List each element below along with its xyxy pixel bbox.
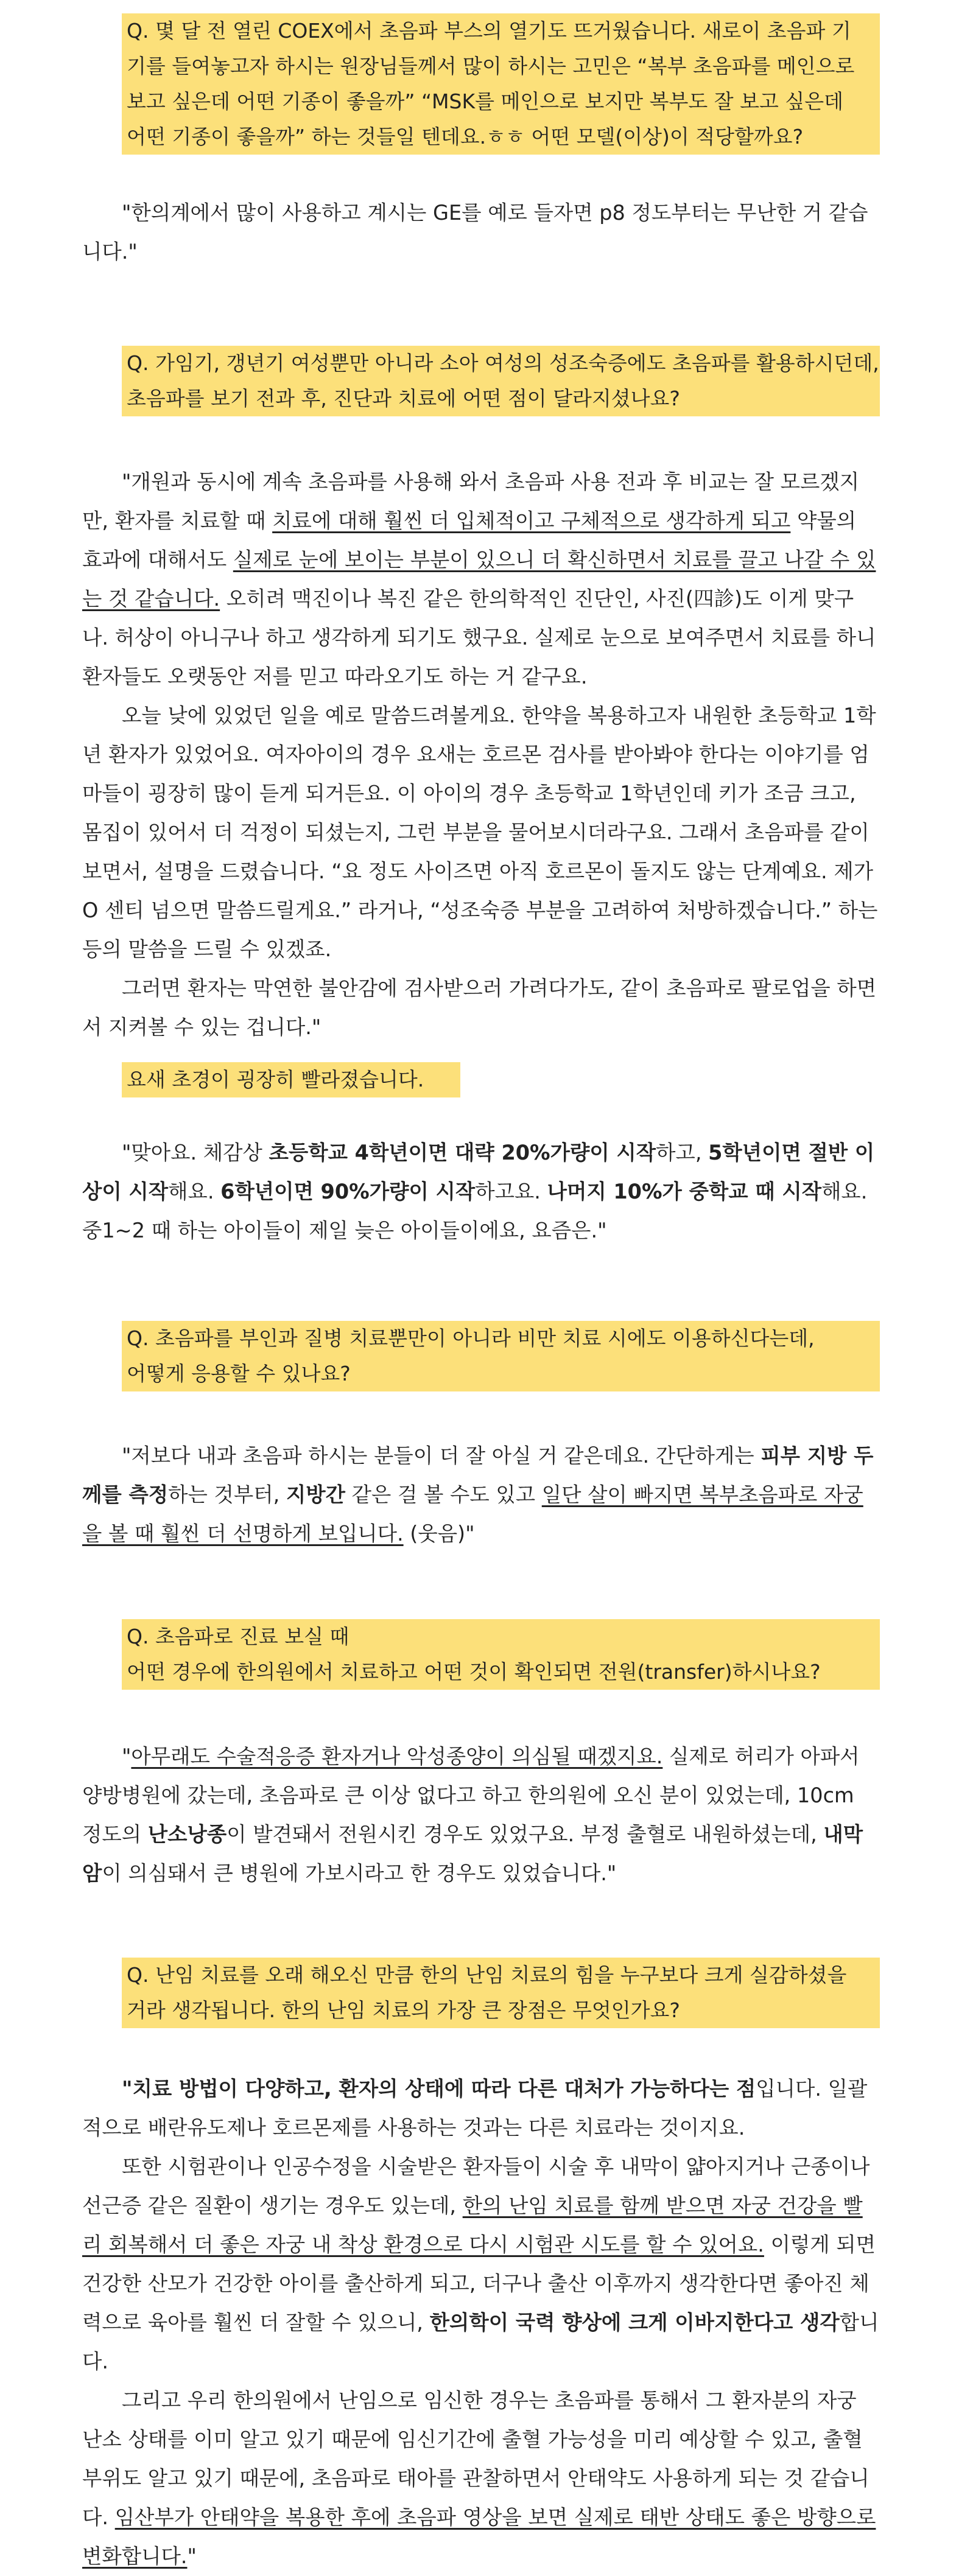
underlined-text: 일단 살이 빠지면 복부초음파로 자궁을 볼 때 훨씬 더 선명하게 보입니다. <box>82 1483 863 1545</box>
answer-text: 입니다. 일괄적으로 배란유도제나 호르몬제를 사용하는 것과는 다른 치료라는 것이지요. <box>82 2077 868 2140</box>
answer-text: 그리고 우리 한의원에서 난임으로 임신한 경우는 초음파를 통해서 그 환자분의 자궁 난소 상태를 이미 알고 있기 때문에 임신기간에 출혈 가능성을 미리 예상할 수 있고, 출혈 부위도 알고 있기 때문에, 초음파로 태아를 관찰하면서 안태약도 사용하게 되는 것 같습니다. <box>82 2389 869 2529</box>
question-block-4 <box>122 1321 880 1391</box>
question-block-3 <box>122 1062 460 1097</box>
answer-text: "저보다 내과 초음파 하시는 분들이 더 잘 아실 거 같은데요. 간단하게는 <box>122 1444 761 1468</box>
answer-block-3 <box>82 1133 880 1250</box>
answer-paragraph: "한의계에서 많이 사용하고 계시는 GE를 예로 들자면 p8 정도부터는 무난한 거 같습니다." <box>82 201 868 264</box>
question-line: 어떤 기종이 좋을까” 하는 것들일 텐데요.ㅎㅎ 어떤 모델(이상)이 적당할까요? <box>122 119 880 155</box>
underlined-text: 아무래도 수술적응증 환자거나 악성종양이 의심될 때겠지요. <box>131 1745 663 1768</box>
answer-text: "개원과 동시에 계속 초음파를 사용해 와서 초음파 사용 전과 후 비교는 잘 모르겠지만, 환자를 치료할 때 <box>82 470 860 533</box>
answer-text: 하고요. <box>475 1180 547 1203</box>
bold-text: "치료 방법이 다양하고, 환자의 상태에 따라 다른 대처가 가능하다는 점 <box>122 2077 756 2101</box>
answer-paragraph <box>82 2147 880 2381</box>
question-block-1 <box>122 13 880 155</box>
question-line: Q. 몇 달 전 열린 COEX에서 초음파 부스의 열기도 뜨거웠습니다. 새로이 초음파 기 <box>122 13 880 49</box>
question-line: Q. 초음파를 부인과 질병 치료뿐만이 아니라 비만 치료 시에도 이용하신다는데, <box>122 1321 880 1356</box>
bold-text: 난소낭종 <box>147 1822 227 1846</box>
answer-paragraph <box>82 1437 880 1553</box>
underlined-text: 한의 난임 치료를 함께 받으면 자궁 건강을 빨리 회복해서 더 좋은 자궁 내 착상 환경으로 다시 시험관 시도를 할 수 있어요. <box>82 2194 863 2256</box>
underlined-text: 실제로 눈에 보이는 부분이 있으니 더 확신하면서 치료를 끌고 나갈 수 있는 것 같습니다. <box>82 548 876 611</box>
answer-text: 같은 걸 볼 수도 있고 <box>345 1483 542 1507</box>
answer-paragraph <box>82 1737 880 1893</box>
answer-text: 해요. <box>168 1180 221 1203</box>
question-block-6 <box>122 1958 880 2028</box>
answer-text: "맞아요. 체감상 <box>122 1141 269 1164</box>
answer-paragraph: 오늘 낮에 있었던 일을 예로 말씀드려볼게요. 한약을 복용하고자 내원한 초등학교 1학년 환자가 있었어요. 여자아이의 경우 요새는 호르몬 검사를 받아봐야 한다는 이야기를 엄마들이 굉장히 많이 듣게 되거든요. 이 아이의 경우 초등학교 1학년인데 키가 조금 크고, 몸집이 있어서 더 걱정이 되셨는지, 그런 부분을 물어보시더라구요. 그래서 초음파를 같이 보면서, 설명을 드렸습니다. “요 정도 사이즈면 아직 호르몬이 돌지도 않는 단계예요. 제가 O 센티 넘으면 말씀드릴게요.” 라거나, “성조숙증 부분을 고려하여 처방하겠습니다.” 하는 등의 말씀을 드릴 수 있겠죠. <box>82 704 878 961</box>
answer-paragraph <box>82 2070 880 2147</box>
bold-text: 6학년이면 90%가량이 시작 <box>220 1180 476 1203</box>
answer-text: " <box>187 2544 197 2568</box>
answer-block-5 <box>82 1737 880 1893</box>
bold-text: 피부 지방 두께를 측정 <box>82 1444 874 1507</box>
question-line: 기를 들여놓고자 하시는 원장님들께서 많이 하시는 고민은 “복부 초음파를 메인으로 <box>122 49 880 84</box>
question-block-5 <box>122 1619 880 1690</box>
answer-paragraph: 그러면 환자는 막연한 불안감에 검사받으러 가려다가도, 같이 초음파로 팔로업을 하면서 지켜볼 수 있는 겁니다." <box>82 976 877 1039</box>
answer-block-6 <box>82 2070 880 2576</box>
bold-text: 내막암 <box>82 1822 863 1885</box>
answer-text: (웃음)" <box>403 1522 475 1545</box>
answer-text: 이 의심돼서 큰 병원에 가보시라고 한 경우도 있었습니다." <box>102 1861 617 1885</box>
underlined-text: 치료에 대해 훨씬 더 입체적이고 구체적으로 생각하게 되고 <box>272 509 791 533</box>
question-line: 보고 싶은데 어떤 기종이 좋을까” “MSK를 메인으로 보지만 복부도 잘 보고 싶은데 <box>122 84 880 119</box>
answer-block-1 <box>82 194 880 271</box>
answer-text: 오히려 맥진이나 복진 같은 한의학적인 진단인, 사진(四診)도 이게 맞구나. 허상이 아니구나 하고 생각하게 되기도 했구요. 실제로 눈으로 보여주면서 치료를 하니 환자들도 오랫동안 저를 믿고 따라오기도 하는 거 같구요. <box>82 587 876 688</box>
question-line: Q. 초음파로 진료 보실 때 <box>122 1619 880 1654</box>
answer-paragraph <box>82 1133 880 1250</box>
bold-text: 지방간 <box>286 1483 345 1507</box>
bold-text: 초등학교 4학년이면 대략 20%가량이 시작 <box>269 1141 656 1164</box>
question-line: 요새 초경이 굉장히 빨라졌습니다. <box>122 1062 460 1097</box>
answer-text: 하고, <box>656 1141 709 1164</box>
answer-block-2 <box>82 463 880 1047</box>
answer-text: 실제로 허리가 아파서 양방병원에 갔는데, 초음파로 큰 이상 없다고 하고 한의원에 오신 분이 있었는데, 10cm 정도의 <box>82 1745 860 1846</box>
question-line: 어떤 경우에 한의원에서 치료하고 어떤 것이 확인되면 전원(transfer)하시나요? <box>122 1654 880 1690</box>
question-line: Q. 가임기, 갱년기 여성뿐만 아니라 소아 여성의 성조숙증에도 초음파를 활용하시던데, <box>122 346 880 381</box>
answer-block-4 <box>82 1437 880 1553</box>
question-block-2 <box>122 346 880 416</box>
answer-text: 하는 것부터, <box>168 1483 286 1507</box>
question-line: 초음파를 보기 전과 후, 진단과 치료에 어떤 점이 달라지셨나요? <box>122 381 880 416</box>
question-line: Q. 난임 치료를 오래 해오신 만큼 한의 난임 치료의 힘을 누구보다 크게 실감하셨을 <box>122 1958 880 1993</box>
answer-text: 또한 시험관이나 인공수정을 시술받은 환자들이 시술 후 내막이 얇아지거나 근종이나 선근증 같은 질환이 생기는 경우도 있는데, <box>82 2155 870 2217</box>
answer-text: 이 발견돼서 전원시킨 경우도 있었구요. 부정 출혈로 내원하셨는데, <box>227 1822 824 1846</box>
underlined-text: 임산부가 안태약을 복용한 후에 초음파 영상을 보면 실제로 태반 상태도 좋은 방향으로 변화합니다. <box>82 2505 876 2568</box>
answer-text: 합니다. <box>82 2311 879 2373</box>
answer-text: 이렇게 되면 건강한 산모가 건강한 아이를 출산하게 되고, 더구나 출산 이후까지 생각한다면 좋아진 체력으로 육아를 훨씬 더 잘할 수 있으니, <box>82 2233 876 2334</box>
answer-text: 약물의 효과에 대해서도 <box>82 509 857 572</box>
answer-paragraph <box>82 2381 880 2576</box>
answer-text: 해요. 중1~2 때 하는 아이들이 제일 늦은 아이들이에요, 요즘은." <box>82 1180 868 1242</box>
bold-text: 한의학이 국력 향상에 크게 이바지한다고 생각 <box>429 2311 840 2334</box>
bold-text: 5학년이면 절반 이상이 시작 <box>82 1141 875 1203</box>
question-line: 어떻게 응용할 수 있나요? <box>122 1356 880 1391</box>
bold-text: 나머지 10%가 중학교 때 시작 <box>547 1180 822 1203</box>
answer-paragraph <box>82 463 880 696</box>
answer-text: " <box>122 1745 132 1768</box>
question-line: 거라 생각됩니다. 한의 난임 치료의 가장 큰 장점은 무엇인가요? <box>122 1993 880 2028</box>
